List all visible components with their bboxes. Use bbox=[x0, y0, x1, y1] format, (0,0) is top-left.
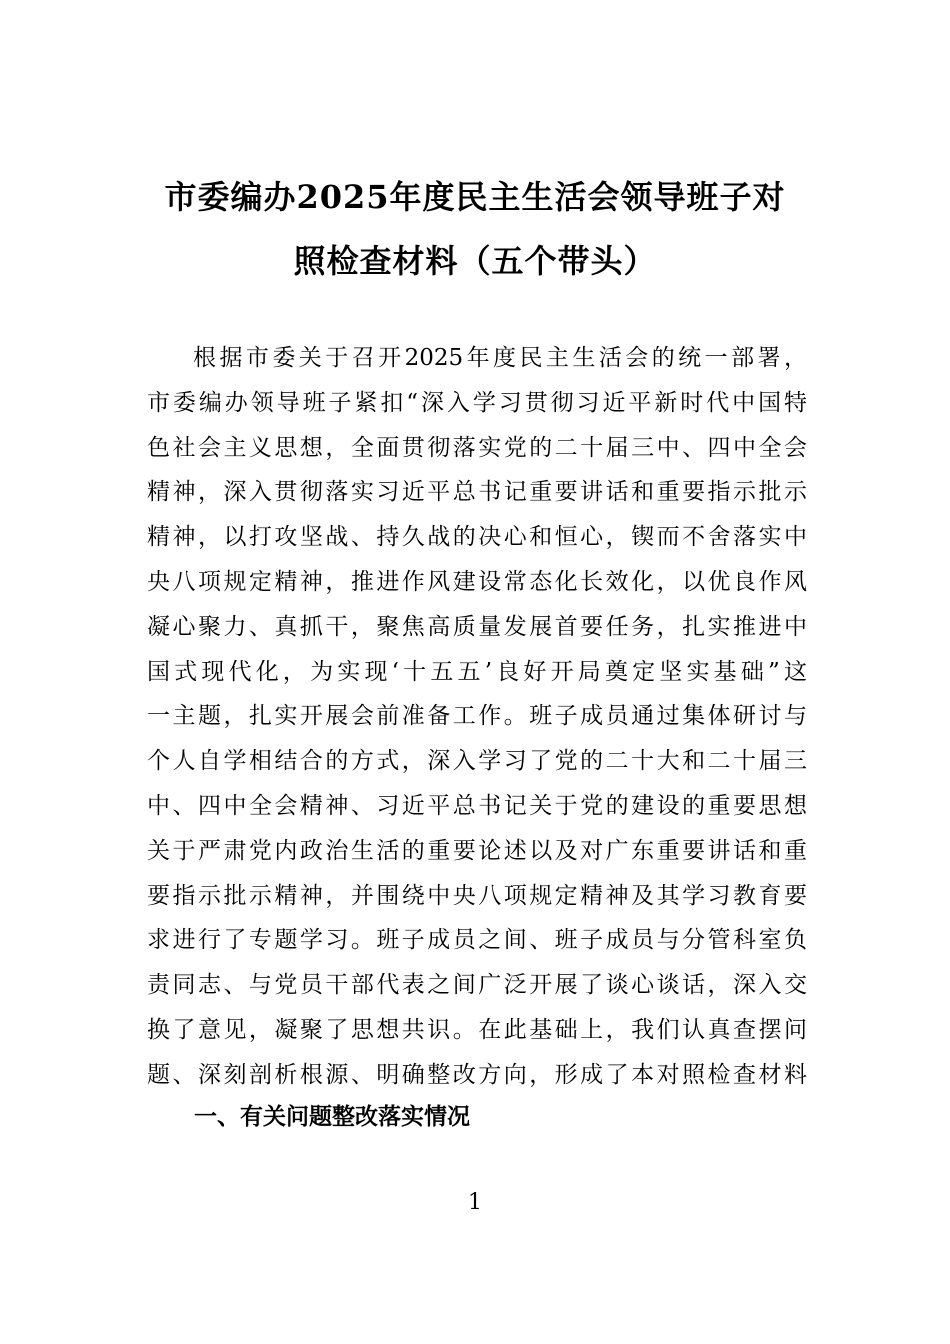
page-number: 1 bbox=[468, 1190, 482, 1215]
body-paragraph bbox=[147, 336, 807, 1098]
paragraph-line: 精神，以打攻坚战、持久战的决心和恒心，锲而不舍落实中 bbox=[147, 524, 807, 551]
paragraph-line: 要指示批示精神，并围绕中央八项规定精神及其学习教育要 bbox=[147, 882, 807, 909]
paragraph-line: 责同志、与党员干部代表之间广泛开展了谈心谈话，深入交 bbox=[147, 972, 807, 999]
paragraph-line: 换了意见，凝聚了思想共识。在此基础上，我们认真查摆问 bbox=[147, 1016, 807, 1043]
paragraph-line: 一主题，扎实开展会前准备工作。班子成员通过集体研讨与 bbox=[147, 703, 807, 730]
paragraph-line: 市委编办领导班子紧扣“深入学习贯彻习近平新时代中国特 bbox=[147, 389, 807, 416]
paragraph-line: 个人自学相结合的方式，深入学习了党的二十大和二十届三 bbox=[147, 748, 807, 775]
paragraph-line: 央八项规定精神，推进作风建设常态化长效化，以优良作风 bbox=[147, 568, 807, 595]
paragraph-line: 题、深刻剖析根源、明确整改方向，形成了本对照检查材料 bbox=[147, 1061, 807, 1088]
section-heading: 一、有关问题整改落实情况 bbox=[194, 1104, 470, 1130]
title-line-1: 市委编办2025年度民主生活会领导班子对 bbox=[164, 178, 786, 216]
paragraph-line: 凝心聚力、真抓干，聚焦高质量发展首要任务，扎实推进中 bbox=[147, 613, 807, 640]
paragraph-line: 求进行了专题学习。班子成员之间、班子成员与分管科室负 bbox=[147, 927, 807, 954]
document-title bbox=[140, 165, 810, 293]
paragraph-line: 关于严肃党内政治生活的重要论述以及对广东重要讲话和重 bbox=[147, 837, 807, 864]
paragraph-line: 根据市委关于召开2025年度民主生活会的统一部署， bbox=[193, 345, 807, 371]
paragraph-line: 国式现代化，为实现‘十五五’良好开局奠定坚实基础”这 bbox=[147, 658, 807, 685]
paragraph-line: 精神，深入贯彻落实习近平总书记重要讲话和重要指示批示 bbox=[147, 479, 807, 506]
paragraph-line: 色社会主义思想，全面贯彻落实党的二十届三中、四中全会 bbox=[147, 434, 807, 461]
paragraph-line: 中、四中全会精神、习近平总书记关于党的建设的重要思想 bbox=[147, 792, 807, 819]
title-line-2: 照检查材料（五个带头） bbox=[293, 242, 657, 280]
